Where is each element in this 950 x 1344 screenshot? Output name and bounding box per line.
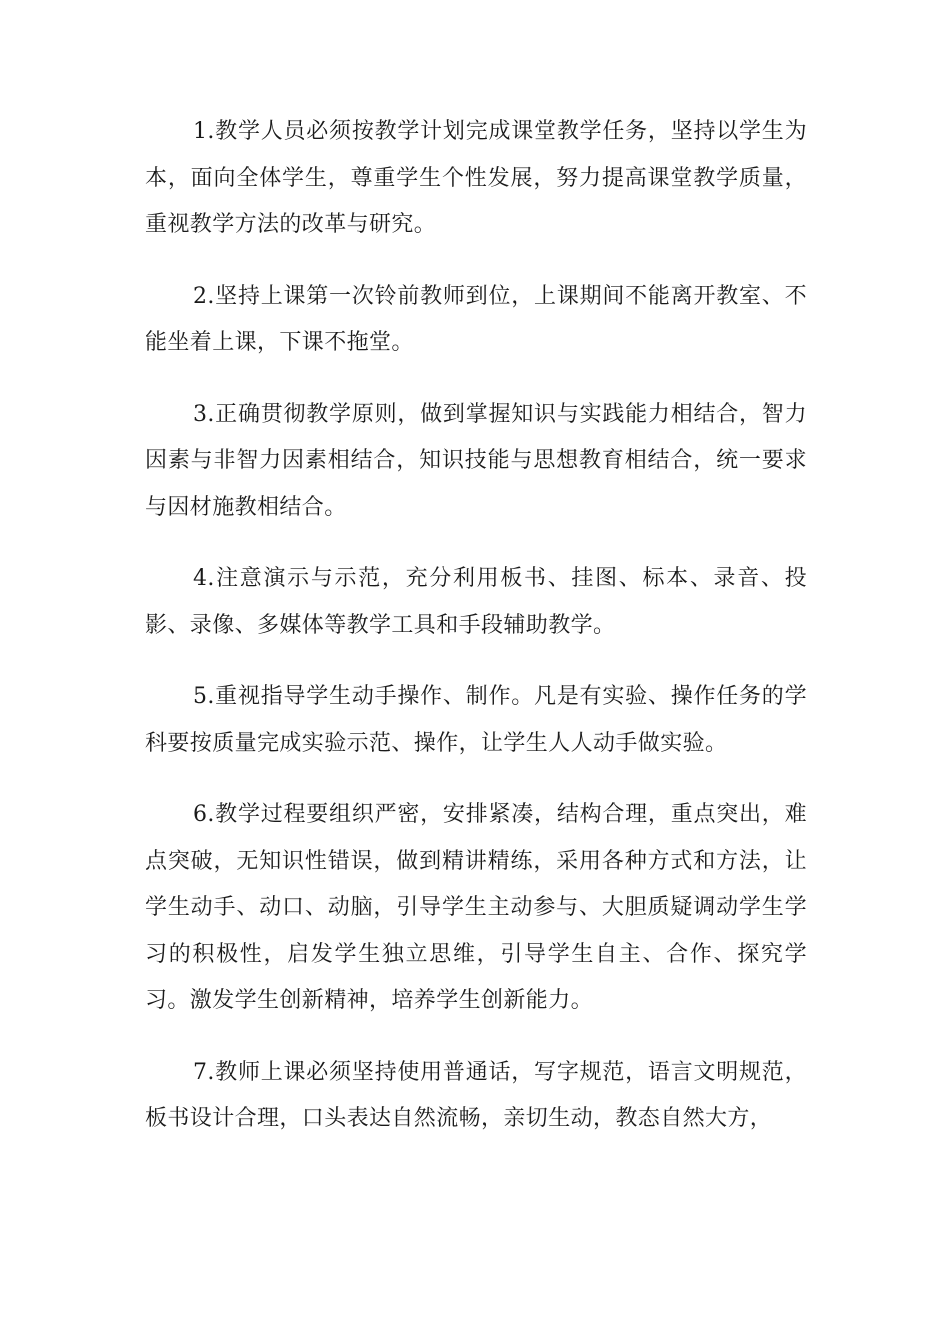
paragraph-5: 5.重视指导学生动手操作、制作。凡是有实验、操作任务的学科要按质量完成实验示范、操作，让学生人人动手做实验。 <box>145 684 807 756</box>
paragraph-2: 2.坚持上课第一次铃前教师到位，上课期间不能离开教室、不能坐着上课，下课不拖堂。 <box>145 283 807 355</box>
document-body <box>145 109 807 1168</box>
paragraph-7: 7.教师上课必须坚持使用普通话，写字规范，语言文明规范，板书设计合理，口头表达自然流畅，亲切生动，教态自然大方， <box>145 1059 807 1131</box>
paragraph-6: 6.教学过程要组织严密，安排紧凑，结构合理，重点突出，难点突破，无知识性错误，做到精讲精练，采用各种方式和方法，让学生动手、动口、动脑，引导学生主动参与、大胆质疑调动学生学习的积极性，启发学生独立思维，引导学生自主、合作、探究学习。激发学生创新精神，培养学生创新能力。 <box>145 802 807 1013</box>
paragraph-1: 1.教学人员必须按教学计划完成课堂教学任务，坚持以学生为本，面向全体学生，尊重学生个性发展，努力提高课堂教学质量，重视教学方法的改革与研究。 <box>145 119 807 237</box>
paragraph-3: 3.正确贯彻教学原则，做到掌握知识与实践能力相结合，智力因素与非智力因素相结合，知识技能与思想教育相结合，统一要求与因材施教相结合。 <box>145 401 807 520</box>
paragraph-4: 4.注意演示与示范，充分利用板书、挂图、标本、录音、投影、录像、多媒体等教学工具和手段辅助教学。 <box>145 566 807 638</box>
